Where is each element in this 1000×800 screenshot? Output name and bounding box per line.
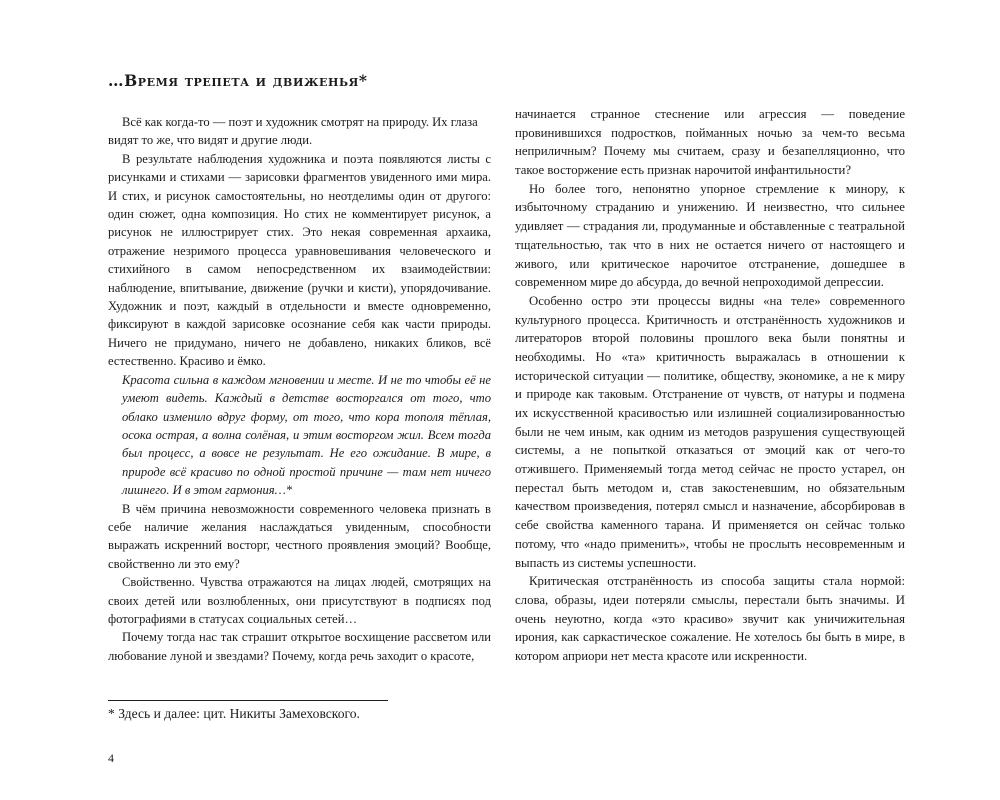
paragraph: Критическая отстранённость из способа защиты стала нормой: слова, образы, идеи потеряли смыслы, перестали быть значимы. И очень неуютно, когда «это красиво» звучит как уничижительная ирония, как саркастическое сожаление. Не хотелось бы быть в мире, в котором априори нет места красоте или искренности. — [515, 574, 905, 663]
paragraph: В чём причина невозможности современного человека признать в себе наличие желания наслаждаться увиденным, способности выражать искренний восторг, честного проявления эмоций? Вообще, свойственно ли это ему? — [108, 501, 491, 571]
footnote: * Здесь и далее: цит. Никиты Замеховского. — [108, 706, 360, 721]
left-column — [108, 113, 491, 665]
quote-paragraph: Красота сильна в каждом мгновении и месте. И не то чтобы её не умеют видеть. Каждый в детстве восторгался от того, что облако изменило вдруг форму, от того, что кора тополя тёплая, осока острая, а волна солёная, и этим восторгом жил. Всем тогда был процесс, а вовсе не результат. Не его ожидание. В мире, в природе всё красиво по одной простой причине — там нет ничего лишнего. И в этом гармония…* — [122, 372, 491, 498]
paragraph: Почему тогда нас так страшит открытое восхищение рассветом или любование луной и звездами? Почему, когда речь заходит о красоте, — [108, 630, 491, 663]
chapter-title: …Время трепета и движенья* — [108, 71, 368, 90]
right-column — [515, 105, 905, 666]
paragraph: начинается странное стеснение или агрессия — поведение провинившихся подростков, пойманных ночью за чем-то весьма неприличным? Почему мы считаем, сразу и безапелляционно, что такое восторжение есть признак нарочитой инфантильности? — [515, 107, 905, 178]
paragraph: Всё как когда-то — поэт и художник смотрят на природу. Их глаза видят то же, что видят и другие люди. — [108, 115, 478, 148]
page-number: 4 — [108, 751, 114, 765]
footnote-divider — [108, 700, 388, 701]
paragraph: Свойственно. Чувства отражаются на лицах людей, смотрящих на своих детей или возлюбленных, они присутствуют в подписях под фотографиями в статусах социальных сетей… — [108, 575, 491, 626]
paragraph: В результате наблюдения художника и поэта появляются листы с рисунками и стихами — зарисовки фрагментов увиденного ими мира. И стих, и рисунок самостоятельны, но неотделимы один от другого: один сюжет, одна композиция. Но стих не комментирует рисунок, а рисунок не иллюстрирует стих. Это некая современная архаика, отражение незримого процесса уравновешивания человеческого и стихийного в самом непосредственном их взаимодействии: наблюдение, впитывание, движение (ручки и кисти), упорядочивание. Художник и поэт, каждый в отдельности и вместе одновременно, фиксируют в каждой зарисовке осознание себя как части природы. Ничего не придумано, ничего не добавлено, никаких бликов, всё естественно. Красиво и ёмко. — [108, 151, 491, 369]
paragraph: Но более того, непонятно упорное стремление к минору, к избыточному страданию и унижению. И неизвестно, что сильнее удивляет — страдания ли, продуманные и обставленные с театральной тщательностью, так что в них не остается ничего от настоящего и живого, или критическое нарочитое отстранение, дошедшее в современном мире до абсурда, до вечной непроходимой депрессии. — [515, 181, 905, 290]
paragraph: Особенно остро эти процессы видны «на теле» современного культурного процесса. Критичность и отстранённость художников и литераторов второй половины прошлого века были понятны и необходимы. Но «та» критичность выражалась в отношении к исторической ситуации — политике, обществу, экономике, а не к миру и природе как таковым. Отстранение от чувств, от натуры и подмена их искусственной красивостью или излишней социализированностью были не чем иным, как одним из методов разрушения существующей системы, а не попыткой отказаться от эмоций как от чего-то отжившего. Применяемый тогда метод сейчас не просто устарел, он перестал быть методом и, став закостеневшим, но обязательным качеством произведения, потерял смысл и назначение, абсорбировав в себе свойства каменного тарана. И применяется он сейчас только потому, что «надо применить», чтобы не прослыть несовременным и выпасть из системы успешности. — [515, 293, 905, 570]
